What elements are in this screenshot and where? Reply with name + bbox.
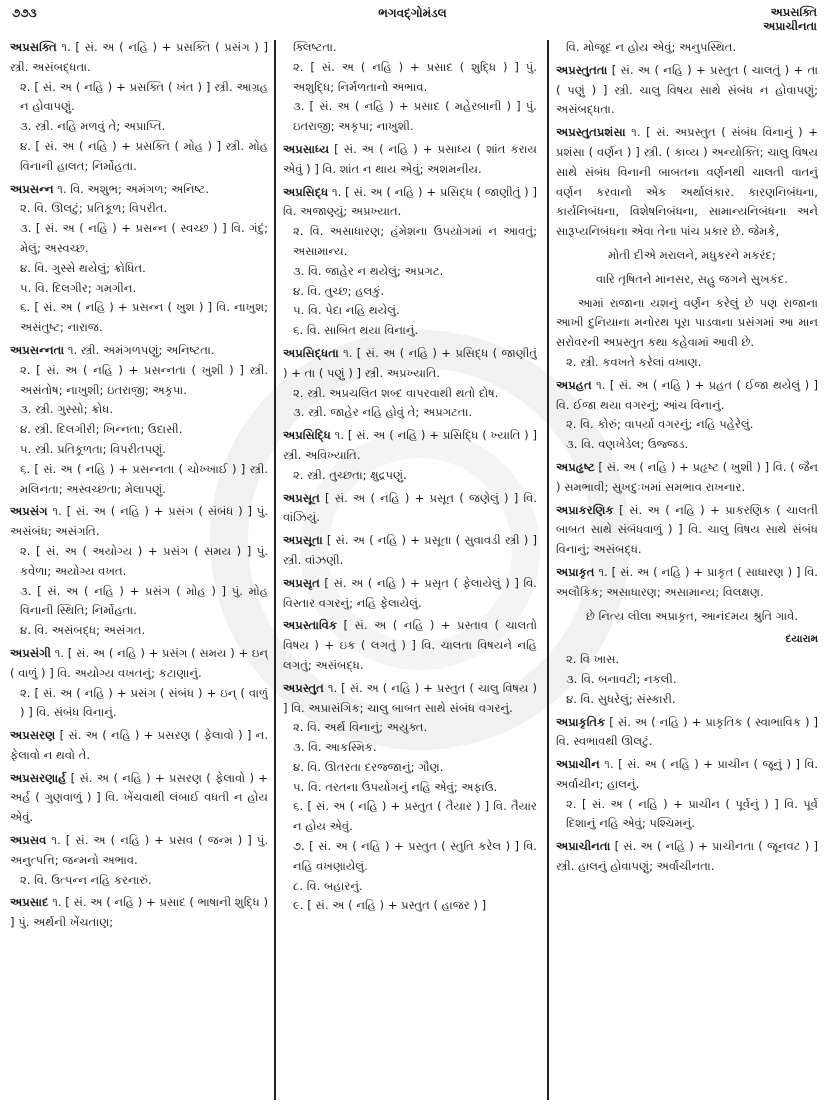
headword: અપ્રસક્તિ — [10, 40, 57, 54]
sense-text: ૧. [ સં. અ ( નહિ ) + પ્રસંગ ( સમય ) + ઇન્ ( વાળું ) ] વિ. અયોગ્ય વખતનું; કટાણાનું. — [10, 645, 268, 680]
dictionary-entry — [556, 563, 818, 710]
sense-text: [ સં. અ ( નહિ ) + પ્રસૂતા ( સુવાવડી સ્ત્રી ) ] સ્ત્રી. વાંઝણી. — [283, 533, 537, 567]
column-3 — [556, 38, 818, 1100]
entry-sense: ૩. [ સં. અ ( નહિ ) + પ્રસાદ ( મહેરબાની ) ] પું. ઇતરાજી; અકૃપા; નાખુશી. — [293, 99, 537, 134]
entry-sense: ૬. વિ. સાબિત થયા વિનાનું. — [293, 323, 419, 338]
column-1 — [10, 38, 268, 1100]
column-2 — [283, 38, 537, 1100]
sense-text: ૧. [ સં. અ ( નહિ ) + પ્રાકૃત ( સાધારણ ) ] વિ. અલૌકિક; અસાધારણ; અસામાન્ય; વિલક્ષણ. — [556, 564, 818, 599]
entry-sense: ૫. વિ. દિલગીર; ગમગીન. — [20, 280, 137, 295]
sense-text: [ સં. અ ( નહિ ) + પ્રસૃત ( ફેલાયેલું ) ] વિ. વિસ્તાર વગરનું; નહિ ફેલાયેલું. — [283, 575, 537, 610]
headword: અપ્રસંગ — [10, 504, 48, 519]
dictionary-entry — [556, 61, 818, 120]
sense-text: ૧. [ સં. અ ( નહિ ) + પ્રહત ( ઈજા થયેલું ) ] વિ. ઈજા થયા વગરનું; આંચ વિનાનું. — [556, 377, 818, 412]
entry-sense: ૪. વિ. ગુસ્સે થયેલું; ક્રોધિત. — [20, 260, 146, 275]
entry-sense: ૫. વિ. તરતના ઉપયોગનું નહિ એવું; અફાઉ. — [293, 779, 498, 794]
entry-sense: ૪. વિ. સુધરેલું; સંસ્કારી. — [566, 691, 676, 706]
headword: અપ્રસૂત — [283, 490, 320, 505]
quotation-line: વારિ તૃષિતને માનસર, સહુ જગને સુખકંદ. — [596, 271, 788, 286]
entry-sense — [283, 183, 537, 223]
guide-words — [763, 5, 817, 33]
entry-sense: ૨. [ સં. અ ( નહિ ) + પ્રસંગ ( સંબંધ ) + ઇન્ ( વાળું ) ] વિ. સંબંધ વિનાનું. — [20, 685, 268, 720]
entry-sense: ૯. [ સં. અ ( નહિ ) + પ્રસ્તુત ( હાજર ) ] — [293, 898, 487, 913]
entry-sense: ૨. વિ. કોરું; વાપર્યા વગરનું; નહિ પહેરેલું. — [566, 417, 754, 432]
entry-sense — [283, 531, 537, 571]
running-header — [0, 0, 825, 34]
entry-sense — [283, 574, 537, 614]
headword: અપ્રસરણ — [10, 728, 56, 743]
entry-sense: ૩. વિ. વણખેડેલ; ઉજ્જડ. — [566, 437, 689, 452]
entry-sense — [556, 755, 818, 795]
headword: અપ્રસિદ્ધિ — [283, 428, 331, 443]
entry-sense: ૨. સ્ત્રી. તુચ્છતા; ક્ષુદ્રપણું. — [293, 467, 407, 482]
book-title: ભગવદ્ગોમંડલ — [378, 6, 447, 20]
headword: અપ્રાચીન — [556, 757, 600, 772]
sense-text: ૧. સ્ત્રી. અમંગળપણું; અનિષ્ટતા. — [67, 342, 215, 357]
dictionary-entry — [556, 837, 818, 877]
sense-text: [ સં. અ ( નહિ ) + પ્રસ્તાવ ( ચાલતો વિષય ) + ઇક ( લગતું ) ] વિ. ચાલતા વિષયને નહિ લગતું; અસંબદ્ધ. — [283, 618, 537, 672]
dictionary-entry — [10, 341, 268, 499]
sense-text: ૧. [ સં. અ ( નહિ ) + પ્રસિદ્ધિ ( ખ્યાતિ ) ] સ્ત્રી. અવિખ્યાતિ. — [283, 428, 537, 462]
entry-sense: ૨. [ સં. અ ( નહિ ) + પ્રસાદ ( શુદ્ધિ ) ] પું. અશુદ્ધિ; નિર્મળતાનો અભાવ. — [293, 59, 537, 94]
entry-sense: ૪. વિ. ઊતરતા દરજ્જાનું; ગૌણ. — [293, 759, 444, 774]
entry-sense — [10, 769, 268, 828]
entry-sense — [10, 502, 268, 542]
dictionary-entry — [283, 183, 537, 341]
sense-text: [ સં. અ ( નહિ ) + પ્રાકૃતિક ( સ્વાભાવિક ) ] વિ. સ્વભાવથી ઊલટું. — [556, 714, 818, 749]
sense-text: ૧. વિ. અશુભ; અમંગળ; અનિષ્ટ. — [57, 181, 209, 196]
dictionary-entry — [283, 574, 537, 614]
headword: અપ્રસંગી — [10, 645, 51, 660]
entry-sense — [10, 644, 268, 684]
guide-word-first: અપ્રસક્તિ — [770, 5, 817, 19]
sense-text: [ સં. અ ( નહિ ) + પ્રસરણ ( ફેલાવો ) ] ન. ફેલાવો ન થવો તે. — [10, 728, 268, 762]
entry-sense: ૨. [ સં. અ ( નહિ ) + પ્રાચીન ( પૂર્વનું ) ] વિ. પૂર્વ દિશાનું નહિ એવું; પશ્ચિમનું. — [566, 796, 818, 831]
entry-sense: ૪. વિ. તુચ્છ; હલકું. — [293, 283, 385, 298]
sense-text: [ સં. અ ( નહિ ) + પ્રાકરણિક ( ચાલતી બાબત સાથે સંબંધવાળું ) ] વિ. ચાલુ વિષય સાથે સંબંધ વિનાનું; અસંબદ્ધ. — [556, 502, 818, 557]
headword: અપ્રહત — [556, 377, 592, 392]
dictionary-entry — [10, 644, 268, 723]
entry-sense — [10, 831, 268, 871]
entry-sense: ૩. વિ. બનાવટી; નકલી. — [566, 671, 677, 686]
entry-sense: ૨. સ્ત્રી. અપ્રચલિત શબ્દ વાપરવાથી થતો દોષ. — [293, 385, 499, 400]
entry-sense — [10, 893, 268, 933]
entry-sense: ૬. [ સં. અ ( નહિ ) + પ્રસ્તુત ( તૈયાર ) ] વિ. તૈયાર ન હોય એવું. — [293, 799, 537, 834]
dictionary-entry — [283, 38, 537, 137]
headword: અપ્રાચીનતા — [556, 839, 611, 854]
page-number: ૭૭૩ — [12, 6, 37, 20]
entry-sense: ૩. [ સં. અ ( નહિ ) + પ્રસંગ ( મોહ ) ] પું. મોહ વિનાની સ્થિતિ; નિર્મોહતા. — [20, 583, 268, 618]
entry-sense: ૪. [ સં. અ ( નહિ ) + પ્રસક્તિ ( મોહ ) ] સ્ત્રી. મોહ વિનાની હાલત; નિર્મોહતા. — [20, 138, 268, 173]
dictionary-entry — [556, 38, 818, 58]
entry-sense — [10, 38, 268, 78]
entry-sense — [283, 616, 537, 675]
entry-sense: ૫. સ્ત્રી. પ્રતિકૂળતા; વિપરીતપણું. — [20, 441, 166, 456]
headword: અપ્રહૃષ્ટ — [556, 459, 595, 474]
entry-sense: વિ. મોજૂદ ન હોય એવું; અનુપસ્થિત. — [566, 40, 737, 54]
entry-sense — [10, 341, 268, 361]
entry-sense — [283, 140, 537, 180]
entry-sense: ૪. વિ. અસંબદ્ધ; અસંગત. — [20, 623, 146, 638]
entry-sense: ૬. [ સં. અ ( નહિ ) + પ્રસન્ન ( ખુશ ) ] વિ. નાખુશ; અસંતુષ્ટ; નારાજ. — [20, 300, 268, 335]
headword: અપ્રસવ — [10, 833, 47, 848]
headword: અપ્રસરણાર્હ — [10, 770, 67, 785]
sense-text: ૧. [ સં. અ ( નહિ ) + પ્રસવ ( જન્મ ) ] પું. અનુત્પત્તિ; જન્મનો અભાવ. — [10, 833, 268, 867]
entry-sense — [556, 376, 818, 416]
entry-sense — [10, 180, 268, 200]
sense-text: [ સં. અ ( નહિ ) + પ્રહૃષ્ટ ( ખુશી ) ] વિ. ( જૈન ) સમભાવી; સુખદુઃખમાં સમભાવ રાખનાર. — [556, 459, 818, 494]
sense-text: ૧. [ સં. અ ( નહિ ) + પ્રસંગ ( સંબંધ ) ] પું. અસંબંધ; અસંગતિ. — [10, 504, 268, 539]
sense-text: [ સં. અ ( નહિ ) + પ્રસ્તુત ( ચાલતું ) + તા ( પણું ) ] સ્ત્રી. ચાલુ વિષય સાથે સંબંધ ન હોવાપણું; અસંબદ્ધતા. — [556, 62, 818, 117]
headword: અપ્રસ્તાવિક — [283, 618, 338, 633]
dictionary-entry — [283, 489, 537, 529]
dictionary-columns — [0, 38, 825, 1106]
entry-sense — [556, 458, 818, 498]
entry-sense: ૪. સ્ત્રી. દિલગીરી; ખિન્નતા; ઉદાસી. — [20, 422, 183, 437]
sense-text: ૧. [ સં. અ ( નહિ ) + પ્રસિદ્ધ ( જાણીતું ) ] વિ. અજાણ્યું; અપ્રખ્યાત. — [283, 184, 537, 219]
entry-sense — [283, 344, 537, 384]
dictionary-entry — [556, 713, 818, 753]
entry-sense: ૭. [ સં. અ ( નહિ ) + પ્રસ્તુત ( સ્તુતિ કરેલ ) ] વિ. નહિ વખણાયેલું. — [293, 839, 537, 873]
entry-sense — [283, 679, 537, 719]
dictionary-entry — [283, 679, 537, 917]
entry-sense: ૨. વિ. ઉત્પન્ન નહિ કરનારું. — [20, 872, 152, 887]
headword: અપ્રસાધ્ય — [283, 141, 330, 156]
dictionary-entry — [10, 831, 268, 890]
quotation-line: છે નિત્ય લીલા અપ્રાકૃત, આનંદમય શ્રુતિ ગાવે. — [585, 608, 799, 623]
sense-text: ૧. [ સં. અ ( નહિ ) + પ્રસ્તુત ( ચાલુ વિષય ) ] વિ. અપ્રાસંગિક; ચાલુ બાબત સાથે સંબંધ વગરનું. — [283, 680, 537, 715]
entry-sense: ૨. [ સં. અ ( નહિ ) + પ્રસક્તિ ( ખંત ) ] સ્ત્રી. આગ્રહ ન હોવાપણું. — [20, 79, 268, 114]
sense-text: ૧. [ સં. અ ( નહિ ) + પ્રસક્તિ ( પ્રસંગ ) ] સ્ત્રી. અસંબદ્ધતા. — [10, 40, 268, 74]
entry-sense: ૬. [ સં. અ ( નહિ ) + પ્રસન્નતા ( ચોખ્ખાઈ ) ] સ્ત્રી. મલિનતા; અસ્વચ્છતા; મેલાપણું. — [20, 461, 268, 496]
headword: અપ્રસ્તુતપ્રશંસા — [556, 125, 626, 140]
headword: અપ્રસ્તુતતા — [556, 62, 608, 77]
sense-text: [ સં. અ ( નહિ ) + પ્રસાધ્ય ( શાંત કરાય એવું ) ] વિ. શાંત ન થાય એવું; અશમનીય. — [283, 141, 537, 176]
entry-sense — [283, 489, 537, 529]
entry-sense: ૮. વિ. બહારનું. — [293, 878, 363, 893]
entry-sense: ૨. વિ. ઊલટું; પ્રતિકૂળ; વિપરીત. — [20, 201, 168, 216]
headword: અપ્રસન્નતા — [10, 342, 65, 357]
commentary: આમાં રાજાના યશનું વર્ણન કરેલું છે પણ રાજાના આખી દુનિયાના મનોરથ પૂરા પાડવાના પ્રસંગમાં આ માન સરોવરની અપ્રસ્તુત કથા કહેવામાં આવી છે. — [556, 295, 818, 350]
entry-sense: ૨. વિ. અસાધારણ; હંમેશના ઉપયોગમાં ન આવતું; અસામાન્ય. — [293, 224, 537, 258]
headword: અપ્રાકૃતિક — [556, 714, 606, 729]
entry-sense — [556, 563, 818, 603]
entry-sense: ૫. વિ. પેદા નહિ થયેલું. — [293, 303, 400, 318]
headword: અપ્રસૃત — [283, 575, 320, 590]
entry-sense — [10, 726, 268, 766]
entry-sense — [556, 61, 818, 120]
dictionary-entry — [283, 426, 537, 485]
entry-sense: ૨. [ સં. અ ( નહિ ) + પ્રસન્નતા ( ખુશી ) ] સ્ત્રી. અસંતોષ; નાખુશી; ઇતરાજી; અકૃપા. — [20, 362, 268, 397]
dictionary-entry — [556, 755, 818, 834]
entry-sense — [556, 123, 818, 242]
headword: અપ્રસિદ્ધતા — [283, 345, 339, 360]
dictionary-entry — [10, 726, 268, 766]
dictionary-entry — [10, 502, 268, 641]
sense-text: [ સં. અ ( નહિ ) + પ્રસરણ ( ફેલાવો ) + અર્હ ( ગુણવાળું ) ] વિ. ખેંચવાથી લંબાઈ વધતી ન હોય એવું. — [10, 770, 268, 825]
entry-sense: ક્લિષ્ટતા. — [293, 40, 337, 54]
sense-text: ૧. [ સં. અપ્રસ્તુત ( સંબંધ વિનાનું ) + પ્રશંસા ( વર્ણન ) ] સ્ત્રી. ( કાવ્ય ) અન્યોક્તિ; ચાલુ વિષય સાથે સંબંધ વિનાની બાબતના વર્ણનથી ચાલતી વાતનું વર્ણન કરવાનો એક અર્થાલંકાર. કારણનિબંધના, કાર્યનિબંધના, વિશેષનિબંધના, સામાન્યનિબંધના અને સારૂપ્યનિબંધના એવા તેના પાંચ પ્રકાર છે. જેમકે, — [556, 125, 818, 239]
sense-text: ૧. [ સં. અ ( નહિ ) + પ્રાચીન ( જૂનું ) ] વિ. અર્વાચીન; હાલનું. — [556, 757, 818, 791]
guide-word-last: અપ્રાચીનતા — [763, 19, 817, 33]
entry-sense — [556, 837, 818, 877]
dictionary-entry — [556, 458, 818, 498]
quotation-attribution: દયારામ — [785, 633, 818, 646]
headword: અપ્રાકૃત — [556, 564, 595, 579]
entry-sense: ૩. વિ. જાહેર ન થયેલું; અપ્રગટ. — [293, 263, 444, 278]
dictionary-entry — [556, 123, 818, 373]
quotation-line: મોતી દીએ મરાલને, મધુકરને મકરંદ; — [608, 247, 776, 262]
headword: અપ્રસન્ન — [10, 181, 54, 196]
entry-sense: ૨. [ સં. અ ( અયોગ્ય ) + પ્રસંગ ( સમય ) ] પું. કવેળા; અયોગ્ય વખત. — [20, 543, 268, 578]
dictionary-entry — [283, 531, 537, 571]
dictionary-entry — [556, 501, 818, 560]
entry-sense: ૩. વિ. આકસ્મિક. — [293, 740, 377, 755]
sense-text: ૧. [ સં. અ ( નહિ ) + પ્રસાદ ( ભાષાની શુદ્ધિ ) ] પું. અર્થની ખેંચતાણ; — [10, 895, 268, 930]
dictionary-entry — [10, 769, 268, 828]
entry-sense: ૨. વિ. અર્થ વિનાનું; અયુક્ત. — [293, 720, 428, 735]
headword: અપ્રસૂતા — [283, 533, 323, 548]
headword: અપ્રાકરણિક — [556, 502, 614, 517]
dictionary-entry — [283, 616, 537, 675]
entry-sense: ૩. સ્ત્રી. ગુસ્સો; ક્રોધ. — [20, 402, 114, 417]
headword: અપ્રસાદ — [10, 895, 49, 910]
dictionary-entry — [556, 376, 818, 455]
sense-text: [ સં. અ ( નહિ ) + પ્રસૂત ( જણેલું ) ] વિ. વાંઝિયું. — [283, 490, 537, 525]
entry-sense — [283, 426, 537, 466]
entry-sense: ૨. વિ ખાસ. — [566, 652, 620, 667]
dictionary-entry — [10, 180, 268, 338]
headword: અપ્રસિદ્ધ — [283, 184, 329, 199]
entry-sense: ૨. સ્ત્રી. કવખતે કરેલાં વખાણ. — [566, 354, 702, 369]
dictionary-entry — [10, 893, 268, 933]
entry-sense — [556, 713, 818, 753]
entry-sense: ૩. સ્ત્રી. જાહેર નહિ હોવું તે; અપ્રગટતા. — [293, 405, 473, 420]
sense-text: ૧. [ સં. અ ( નહિ ) + પ્રસિદ્ધ ( જાણીતું ) + તા ( પણું ) ] સ્ત્રી. અપ્રખ્યાતિ. — [283, 345, 537, 380]
dictionary-entry — [283, 140, 537, 180]
sense-text: [ સં. અ ( નહિ ) + પ્રાચીનતા ( જૂનવટ ) ] સ્ત્રી. હાલનું હોવાપણું; અર્વાચીનતા. — [556, 839, 818, 874]
headword: અપ્રસ્તુત — [283, 680, 324, 695]
dictionary-entry — [10, 38, 268, 177]
entry-sense: ૩. સ્ત્રી. નહિ મળવું તે; અપ્રાપ્તિ. — [20, 119, 166, 134]
entry-sense — [556, 501, 818, 560]
entry-sense: ૩. [ સં. અ ( નહિ ) + પ્રસન્ન ( સ્વચ્છ ) ] વિ. ગંદું; મેલું; અસ્વચ્છ. — [20, 221, 268, 255]
dictionary-entry — [283, 344, 537, 423]
